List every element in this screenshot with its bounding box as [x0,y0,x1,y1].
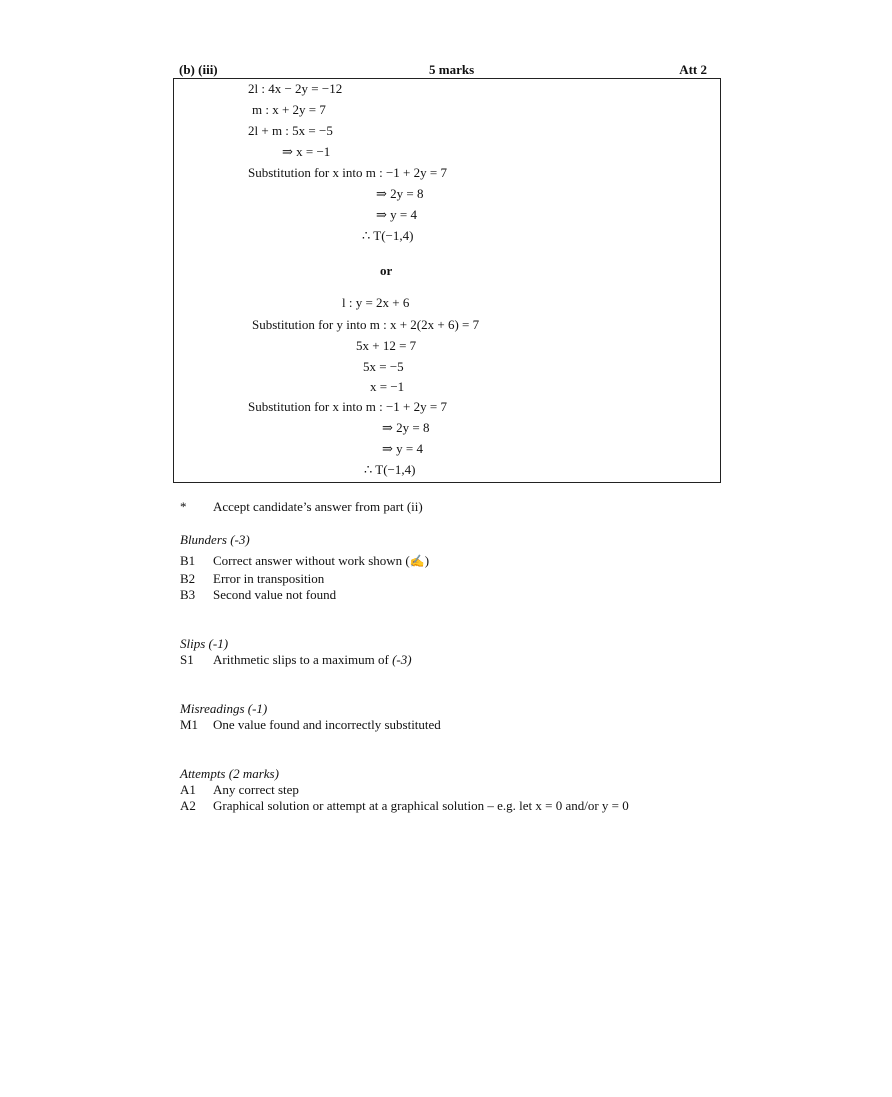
solution-line: ⇒ y = 4 [382,441,423,456]
note-star: * [180,499,187,514]
marks-label: 5 marks [429,62,475,77]
solution-box [173,78,721,483]
attempt-text: Any correct step [213,782,299,797]
marking-scheme-header [173,62,721,78]
solution-line: m : x + 2y = 7 [252,102,326,117]
slip-code: S1 [180,652,194,667]
attempt-code: A1 [180,782,196,797]
solution-line: Substitution for y into m : x + 2(2x + 6) = 7 [252,317,480,332]
solution-line: Substitution for x into m : −1 + 2y = 7 [248,399,447,414]
solution-line: ⇒ x = −1 [282,144,331,159]
attempt-label: Att 2 [679,62,707,77]
blunder-text [213,553,429,569]
solution-line: 2l + m : 5x = −5 [248,123,333,138]
attempt-text: Graphical solution or attempt at a graphical solution – e.g. let x = 0 and/or y = 0 [213,798,629,813]
blunder-code: B1 [180,553,196,568]
or-divider: or [380,263,393,278]
blunders-heading: Blunders (-3) [180,532,250,547]
blunder-text-main: Correct answer without work shown ( [213,553,410,568]
slips-heading: Slips (-1) [180,636,229,651]
solution-line: ∴ T(−1,4) [364,462,416,477]
attempt-code: A2 [180,798,196,813]
blunder-text-end: ) [424,553,430,568]
slip-text-italic: (-3) [392,652,412,667]
blunder-code: B2 [180,571,196,586]
solution-line: 5x + 12 = 7 [356,338,417,353]
solution-line: x = −1 [370,379,405,394]
solution-line: ⇒ 2y = 8 [382,420,430,435]
note-text: Accept candidate’s answer from part (ii) [213,499,423,514]
slip-text [213,652,412,668]
pencil-icon: ✍ [409,554,425,568]
blunder-text: Error in transposition [213,571,325,586]
misreading-code: M1 [180,717,199,732]
attempts-heading: Attempts (2 marks) [180,766,279,781]
solution-line: Substitution for x into m : −1 + 2y = 7 [248,165,447,180]
blunder-text: Second value not found [213,587,337,602]
solution-line: ⇒ 2y = 8 [376,186,424,201]
misreading-text: One value found and incorrectly substituted [213,717,441,732]
solution-line: 5x = −5 [363,359,404,374]
part-label: (b) (iii) [179,62,218,77]
solution-line: 2l : 4x − 2y = −12 [248,81,343,96]
slip-text-main: Arithmetic slips to a maximum of [213,652,393,667]
solution-line: l : y = 2x + 6 [342,295,410,310]
blunder-code: B3 [180,587,196,602]
misreadings-heading: Misreadings (-1) [180,701,268,716]
solution-line: ⇒ y = 4 [376,207,417,222]
solution-line: ∴ T(−1,4) [362,228,414,243]
